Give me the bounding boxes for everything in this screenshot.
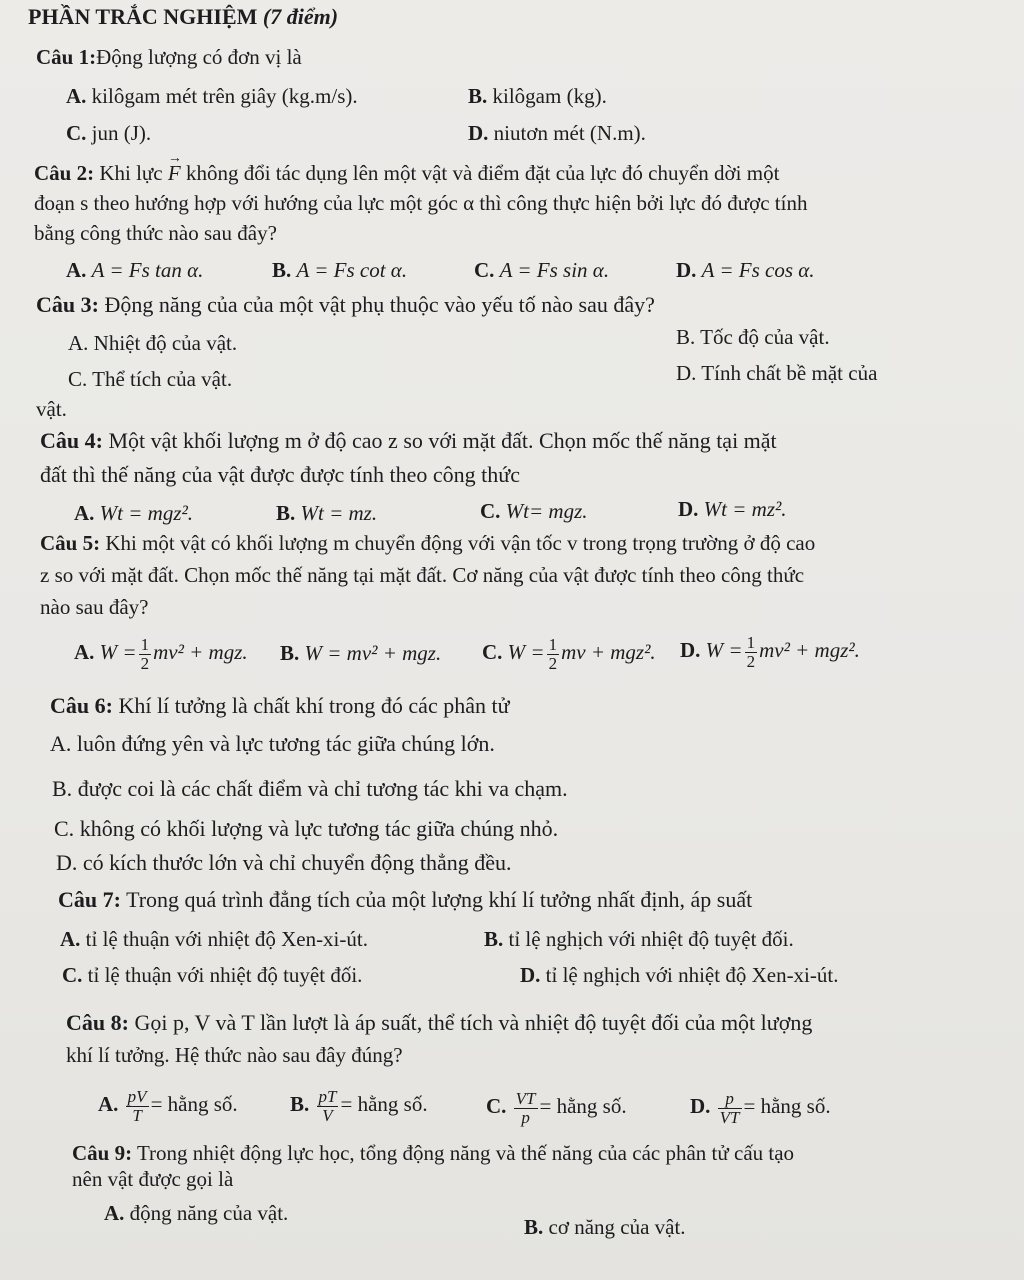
option-formula: Wt= mgz. <box>505 499 588 523</box>
option-formula: Wt = mz². <box>703 497 787 521</box>
force-vector: → F <box>168 160 181 186</box>
q3-option-d <box>676 360 877 386</box>
q5-line-3: nào sau đây? <box>40 595 149 619</box>
q4-option-b <box>276 500 377 526</box>
question-6 <box>50 693 510 719</box>
q6-option-c <box>54 816 558 842</box>
q7-option-a <box>60 926 368 952</box>
option-text: Nhiệt độ của vật. <box>93 331 238 355</box>
option-letter: C. <box>66 121 87 145</box>
formula-rhs: = hằng số. <box>539 1094 627 1118</box>
option-formula: A = Fs sin α. <box>499 258 610 282</box>
q8-option-c <box>486 1084 627 1128</box>
q4-option-d <box>678 496 787 522</box>
q6-option-d <box>56 850 512 876</box>
option-text: tỉ lệ thuận với nhiệt độ tuyệt đối. <box>87 963 363 987</box>
q3-option-b <box>676 324 830 350</box>
section-points: (7 điểm) <box>262 4 339 29</box>
q1-option-c <box>66 120 151 146</box>
q2-option-d <box>676 257 815 283</box>
q2-option-a <box>66 257 203 283</box>
q7-option-c <box>62 962 362 988</box>
fraction <box>718 1090 742 1127</box>
q5-option-a <box>74 630 248 674</box>
option-letter: B. <box>484 927 504 951</box>
q2-option-c <box>474 257 609 283</box>
option-text: có kích thước lớn và chỉ chuyển động thẳng đều. <box>82 850 512 875</box>
question-4 <box>40 428 777 454</box>
option-formula: A = Fs cot α. <box>296 258 408 282</box>
option-text: không có khối lượng và lực tương tác giữa chúng nhỏ. <box>79 816 559 841</box>
option-letter: B. <box>276 501 296 525</box>
formula-rhs: mv² + mgz. <box>153 640 248 664</box>
q2-option-b <box>272 257 407 283</box>
fraction-num: 1 <box>548 634 558 654</box>
option-letter: D. <box>676 258 697 282</box>
q8-option-a <box>98 1082 238 1126</box>
option-letter: A. <box>66 84 87 108</box>
q5-option-d <box>680 628 860 672</box>
option-text: Tính chất bề mặt của <box>701 361 878 385</box>
q2-line-2: đoạn s theo hướng hợp với hướng của lực một góc α thì công thực hiện bởi lực đó được tính <box>34 191 808 215</box>
option-text: cơ năng của vật. <box>548 1215 686 1239</box>
q4-option-a <box>74 500 193 526</box>
option-text: kilôgam (kg). <box>492 84 607 108</box>
option-text: tỉ lệ nghịch với nhiệt độ tuyệt đối. <box>508 927 794 951</box>
option-letter: A. <box>98 1092 119 1116</box>
option-letter: B. <box>524 1215 544 1239</box>
question-label: Câu 1: <box>36 45 97 69</box>
formula-lhs: W = <box>705 638 743 662</box>
formula-rhs: = hằng số. <box>743 1094 831 1118</box>
question-7 <box>58 887 752 913</box>
q3-option-a <box>68 330 237 356</box>
q8-line-2: khí lí tưởng. Hệ thức nào sau đây đúng? <box>66 1043 403 1067</box>
option-letter: B. <box>52 776 73 801</box>
option-letter: B. <box>468 84 488 108</box>
question-label: Câu 6: <box>50 693 113 718</box>
q1-option-a <box>66 83 358 109</box>
option-text: tỉ lệ thuận với nhiệt độ Xen-xi-út. <box>85 927 368 951</box>
fraction <box>126 1088 149 1125</box>
q3-wrap: vật. <box>36 397 67 421</box>
question-label: Câu 8: <box>66 1010 129 1035</box>
option-letter: B. <box>676 325 696 349</box>
fraction-num: VT <box>515 1088 536 1108</box>
q2-line-3: bằng công thức nào sau đây? <box>34 221 277 245</box>
q8-option-b <box>290 1082 428 1126</box>
fraction-den: 2 <box>140 653 150 673</box>
option-letter: C. <box>480 499 501 523</box>
option-text: luôn đứng yên và lực tương tác giữa chúng lớn. <box>76 731 495 756</box>
option-letter: D. <box>676 361 697 385</box>
option-letter: C. <box>474 258 495 282</box>
question-9 <box>72 1140 794 1166</box>
option-letter: C. <box>482 640 503 664</box>
q5-option-c <box>482 630 656 674</box>
option-letter: C. <box>54 816 75 841</box>
fraction-num: pT <box>318 1086 337 1106</box>
section-title <box>28 4 338 30</box>
q8-option-d <box>690 1084 831 1128</box>
fraction-num: pV <box>127 1086 147 1106</box>
question-label: Câu 2: <box>34 161 95 185</box>
option-text: động năng của vật. <box>129 1201 289 1225</box>
fraction-den: p <box>521 1107 530 1127</box>
q4-option-c <box>480 498 588 524</box>
option-letter: D. <box>680 638 701 662</box>
option-letter: A. <box>104 1201 125 1225</box>
question-label: Câu 9: <box>72 1141 133 1165</box>
fraction <box>514 1090 538 1127</box>
option-letter: C. <box>62 963 83 987</box>
fraction-num: 1 <box>746 632 756 652</box>
option-letter: B. <box>280 641 300 665</box>
question-label: Câu 5: <box>40 531 101 555</box>
q6-option-b <box>52 776 568 802</box>
question-2 <box>34 160 779 186</box>
question-text: Gọi p, V và T lần lượt là áp suất, thể tích và nhiệt độ tuyệt đối của một lượng <box>134 1010 813 1035</box>
option-text: được coi là các chất điểm và chỉ tương tác khi va chạm. <box>77 776 568 801</box>
option-text: Thể tích của vật. <box>92 367 233 391</box>
fraction-den: VT <box>719 1107 740 1127</box>
q9-option-b <box>524 1214 686 1240</box>
fraction-den: 2 <box>746 651 756 671</box>
question-label: Câu 7: <box>58 887 121 912</box>
fraction <box>745 634 758 671</box>
q9-option-a <box>104 1200 288 1226</box>
q5-option-b <box>280 640 441 666</box>
question-8 <box>66 1010 812 1036</box>
q6-option-a <box>50 731 495 757</box>
option-letter: A. <box>66 258 87 282</box>
question-label: Câu 4: <box>40 428 103 453</box>
option-text: kilôgam mét trên giây (kg.m/s). <box>91 84 358 108</box>
fraction-den: 2 <box>548 653 558 673</box>
option-text: tỉ lệ nghịch với nhiệt độ Xen-xi-út. <box>545 963 839 987</box>
q4-line-2: đất thì thế năng của vật được được tính theo công thức <box>40 462 520 487</box>
option-letter: C. <box>68 367 88 391</box>
option-letter: A. <box>74 501 95 525</box>
question-text: Một vật khối lượng m ở độ cao z so với mặt đất. Chọn mốc thế năng tại mặt <box>108 428 777 453</box>
option-letter: A. <box>68 331 89 355</box>
option-letter: D. <box>690 1094 711 1118</box>
q3-option-c <box>68 366 232 392</box>
option-letter: D. <box>56 850 78 875</box>
option-letter: B. <box>290 1092 310 1116</box>
question-3 <box>36 292 655 318</box>
fraction <box>547 636 560 673</box>
option-formula: Wt = mz. <box>300 501 378 525</box>
fraction-num: 1 <box>140 634 150 654</box>
option-formula: Wt = mgz². <box>99 501 194 525</box>
question-text: Động năng của của một vật phụ thuộc vào yếu tố nào sau đây? <box>104 292 655 317</box>
option-text: niutơn mét (N.m). <box>493 121 646 145</box>
question-text: Khi một vật có khối lượng m chuyển động với vận tốc v trong trọng trường ở độ cao <box>105 531 816 555</box>
option-letter: A. <box>50 731 72 756</box>
option-formula: A = Fs tan α. <box>91 258 204 282</box>
option-formula: A = Fs cos α. <box>701 258 815 282</box>
formula-lhs: W = <box>99 640 137 664</box>
option-formula: W = mv² + mgz. <box>304 641 442 665</box>
question-text: Khí lí tưởng là chất khí trong đó các phân tử <box>118 693 510 718</box>
fraction <box>317 1088 339 1125</box>
option-letter: B. <box>272 258 292 282</box>
fraction-num: p <box>718 1090 742 1109</box>
formula-rhs: mv + mgz². <box>561 640 656 664</box>
option-letter: C. <box>486 1094 507 1118</box>
q7-option-d <box>520 962 838 988</box>
q5-line-2: z so với mặt đất. Chọn mốc thế năng tại mặt đất. Cơ năng của vật được tính theo công thức <box>40 563 805 587</box>
section-title-text: PHẦN TRẮC NGHIỆM <box>28 4 258 29</box>
question-text: Động lượng có đơn vị là <box>96 45 302 69</box>
fraction <box>139 636 152 673</box>
option-letter: D. <box>520 963 541 987</box>
question-text: Khi lực <box>99 161 163 185</box>
question-5 <box>40 530 815 556</box>
q1-option-b <box>468 83 607 109</box>
question-text: Trong quá trình đẳng tích của một lượng khí lí tưởng nhất định, áp suất <box>126 887 753 912</box>
option-letter: A. <box>74 640 95 664</box>
q1-option-d <box>468 120 646 146</box>
question-label: Câu 3: <box>36 292 99 317</box>
question-text: Trong nhiệt động lực học, tổng động năng và thế năng của các phân tử cấu tạo <box>136 1141 795 1165</box>
formula-rhs: mv² + mgz². <box>759 638 860 662</box>
formula-rhs: = hằng số. <box>340 1092 428 1116</box>
q9-line-2: nên vật được gọi là <box>72 1167 234 1191</box>
option-text: jun (J). <box>91 121 152 145</box>
q7-option-b <box>484 926 794 952</box>
formula-rhs: = hằng số. <box>150 1092 238 1116</box>
option-letter: D. <box>468 121 489 145</box>
question-text: không đổi tác dụng lên một vật và điểm đặt của lực đó chuyển dời một <box>185 161 780 185</box>
question-1 <box>36 44 302 70</box>
fraction-den: V <box>322 1105 333 1125</box>
option-letter: A. <box>60 927 81 951</box>
fraction-den: T <box>132 1105 142 1125</box>
formula-lhs: W = <box>507 640 545 664</box>
option-text: Tốc độ của vật. <box>700 325 830 349</box>
option-letter: D. <box>678 497 699 521</box>
